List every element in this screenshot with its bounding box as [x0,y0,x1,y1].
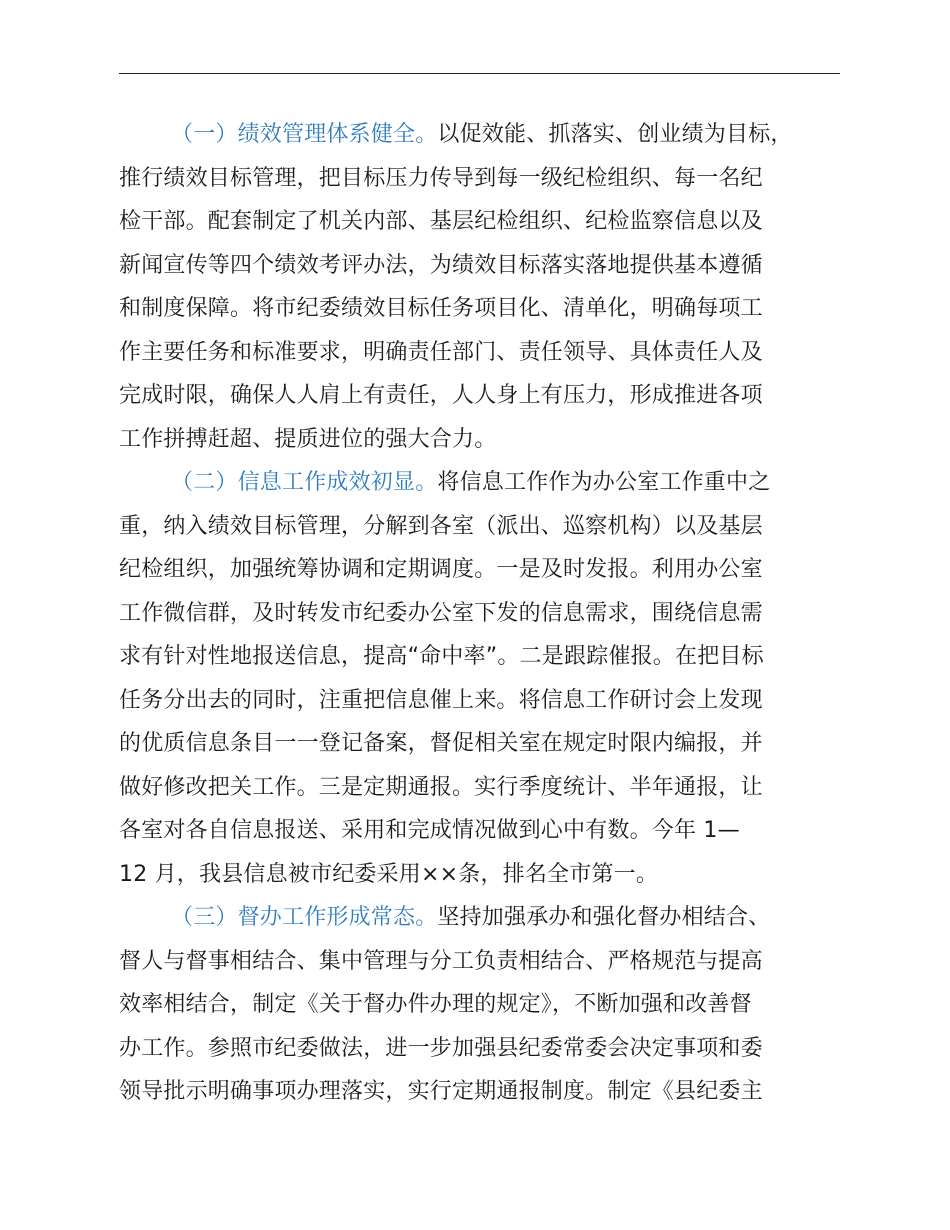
section-2-first-text: 将信息工作作为办公室工作重中之 [437,470,771,495]
paragraph-line: 领导批示明确事项办理落实，实行定期通报制度。制定《县纪委主 [119,1079,763,1104]
paragraph-line: 求有针对性地报送信息，提高“命中率”。二是跟踪催报。在把目标 [119,644,764,669]
paragraph-line: 作主要任务和标准要求，明确责任部门、责任领导、具体责任人及 [119,339,763,365]
section-1-first-line [119,113,843,157]
paragraph-line: 办工作。参照市纪委做法，进一步加强县纪委常委会决定事项和委 [119,1035,763,1061]
paragraph-line: 工作拼搏赶超、提质进位的强大合力。 [119,426,497,452]
paragraph-line: 督人与督事相结合、集中管理与分工负责相结合、严格规范与提高 [119,948,763,974]
paragraph-line: 工作微信群，及时转发市纪委办公室下发的信息需求，围绕信息需 [119,600,763,626]
paragraph-line: 任务分出去的同时，注重把信息催上来。将信息工作研讨会上发现 [119,687,763,713]
paragraph-line: 推行绩效目标管理，把目标压力传导到每一级纪检组织、每一名纪 [119,165,763,191]
body-text [119,113,843,1114]
section-2-first-line [119,461,843,505]
section-1-heading: （一）绩效管理体系健全。 [171,122,438,147]
section-3-heading: （三）督办工作形成常态。 [171,905,438,930]
paragraph-line: 纪检组织，加强统筹协调和定期调度。一是及时发报。利用办公室 [119,557,763,582]
paragraph-line: 新闻宣传等四个绩效考评办法，为绩效目标落实落地提供基本遵循 [119,252,763,278]
paragraph-line: 的优质信息条目一一登记备案，督促相关室在规定时限内编报，并 [119,731,763,756]
paragraph-line: 检干部。配套制定了机关内部、基层纪检组织、纪检监察信息以及 [119,209,763,234]
paragraph-line: 12 月，我县信息被市纪委采用××条，排名全市第一。 [119,861,659,887]
paragraph-line: 重，纳入绩效目标管理，分解到各室（派出、巡察机构）以及基层 [119,513,763,539]
header-rule [119,73,840,74]
section-1-first-text: 以促效能、抓落实、创业绩为目标， [437,122,793,147]
section-3-first-text: 坚持加强承办和强化督办相结合、 [437,905,771,930]
section-2-heading: （二）信息工作成效初显。 [171,470,438,495]
section-3-first-line [119,896,843,940]
paragraph-line: 做好修改把关工作。三是定期通报。实行季度统计、半年通报，让 [119,774,763,800]
paragraph-line: 和制度保障。将市纪委绩效目标任务项目化、清单化，明确每项工 [119,296,763,321]
paragraph-line: 效率相结合，制定《关于督办件办理的规定》，不断加强和改善督 [119,992,752,1017]
paragraph-line: 完成时限，确保人人肩上有责任，人人身上有压力，形成推进各项 [119,383,763,408]
paragraph-line: 各室对各自信息报送、采用和完成情况做到心中有数。今年 1— [119,818,740,843]
